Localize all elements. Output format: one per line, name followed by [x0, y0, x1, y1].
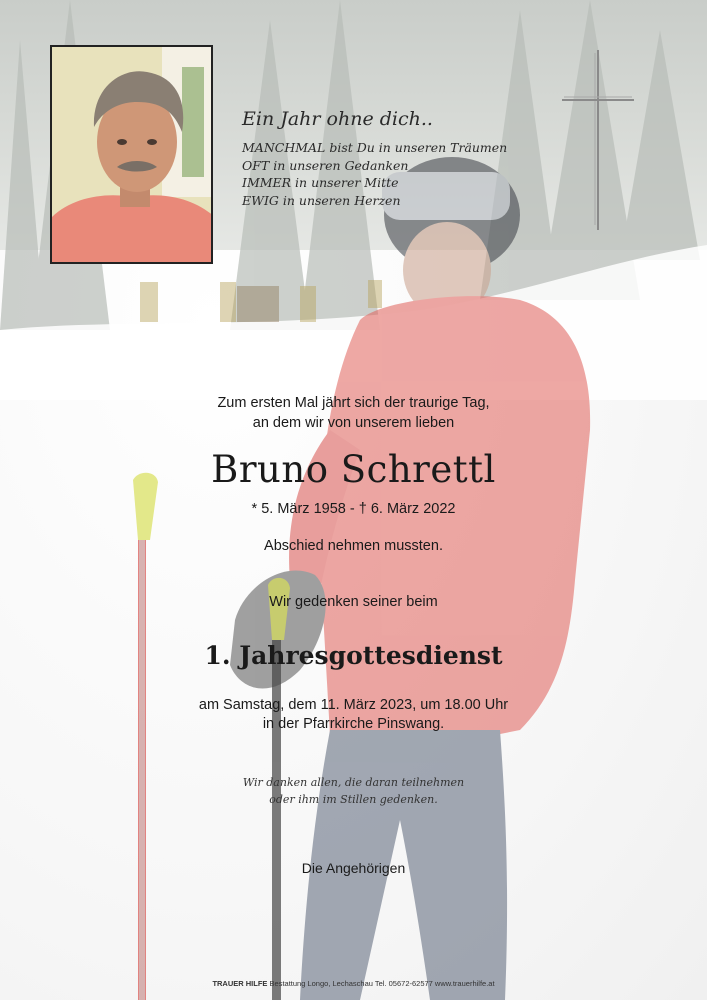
thanks-line-2: oder ihm im Stillen gedenken.	[269, 793, 438, 806]
deceased-name: Bruno Schrettl	[211, 448, 496, 491]
thanks-text	[0, 774, 707, 808]
footer-brand: TRAUER HILFE	[212, 979, 268, 988]
remember-text: Wir gedenken seiner beim	[269, 594, 438, 610]
service-details	[0, 696, 707, 734]
cross-icon	[560, 45, 636, 235]
poem-line: OFT in unseren Gedanken	[242, 157, 409, 173]
intro-text	[0, 393, 707, 433]
thanks-line-1: Wir danken allen, die daran teilnehmen	[242, 776, 465, 789]
farewell-text: Abschied nehmen mussten.	[264, 538, 443, 554]
poem-line: MANCHMAL bist Du in unseren Träumen	[242, 140, 508, 155]
poem-title: Ein Jahr ohne dich..	[242, 108, 433, 130]
footer-text: Bestattung Longo, Lechaschau Tel. 05672-62577 www.trauerhilfe.at	[267, 979, 495, 988]
intro-line-2: an dem wir von unserem lieben	[252, 415, 455, 431]
memorial-poem	[242, 108, 542, 209]
intro-line-1: Zum ersten Mal jährt sich der traurige Tag,	[217, 395, 490, 411]
footer-credit	[0, 979, 707, 988]
service-title: 1. Jahresgottesdienst	[204, 641, 503, 670]
signature-family: Die Angehörigen	[301, 860, 406, 876]
life-dates: * 5. März 1958 - † 6. März 2022	[251, 501, 456, 517]
poem-line: EWIG in unseren Herzen	[242, 192, 401, 208]
service-date: am Samstag, dem 11. März 2023, um 18.00 Uhr	[198, 697, 509, 713]
poem-line: IMMER in unserer Mitte	[242, 175, 399, 190]
portrait-photo	[50, 45, 213, 264]
service-location: in der Pfarrkirche Pinswang.	[262, 716, 445, 732]
